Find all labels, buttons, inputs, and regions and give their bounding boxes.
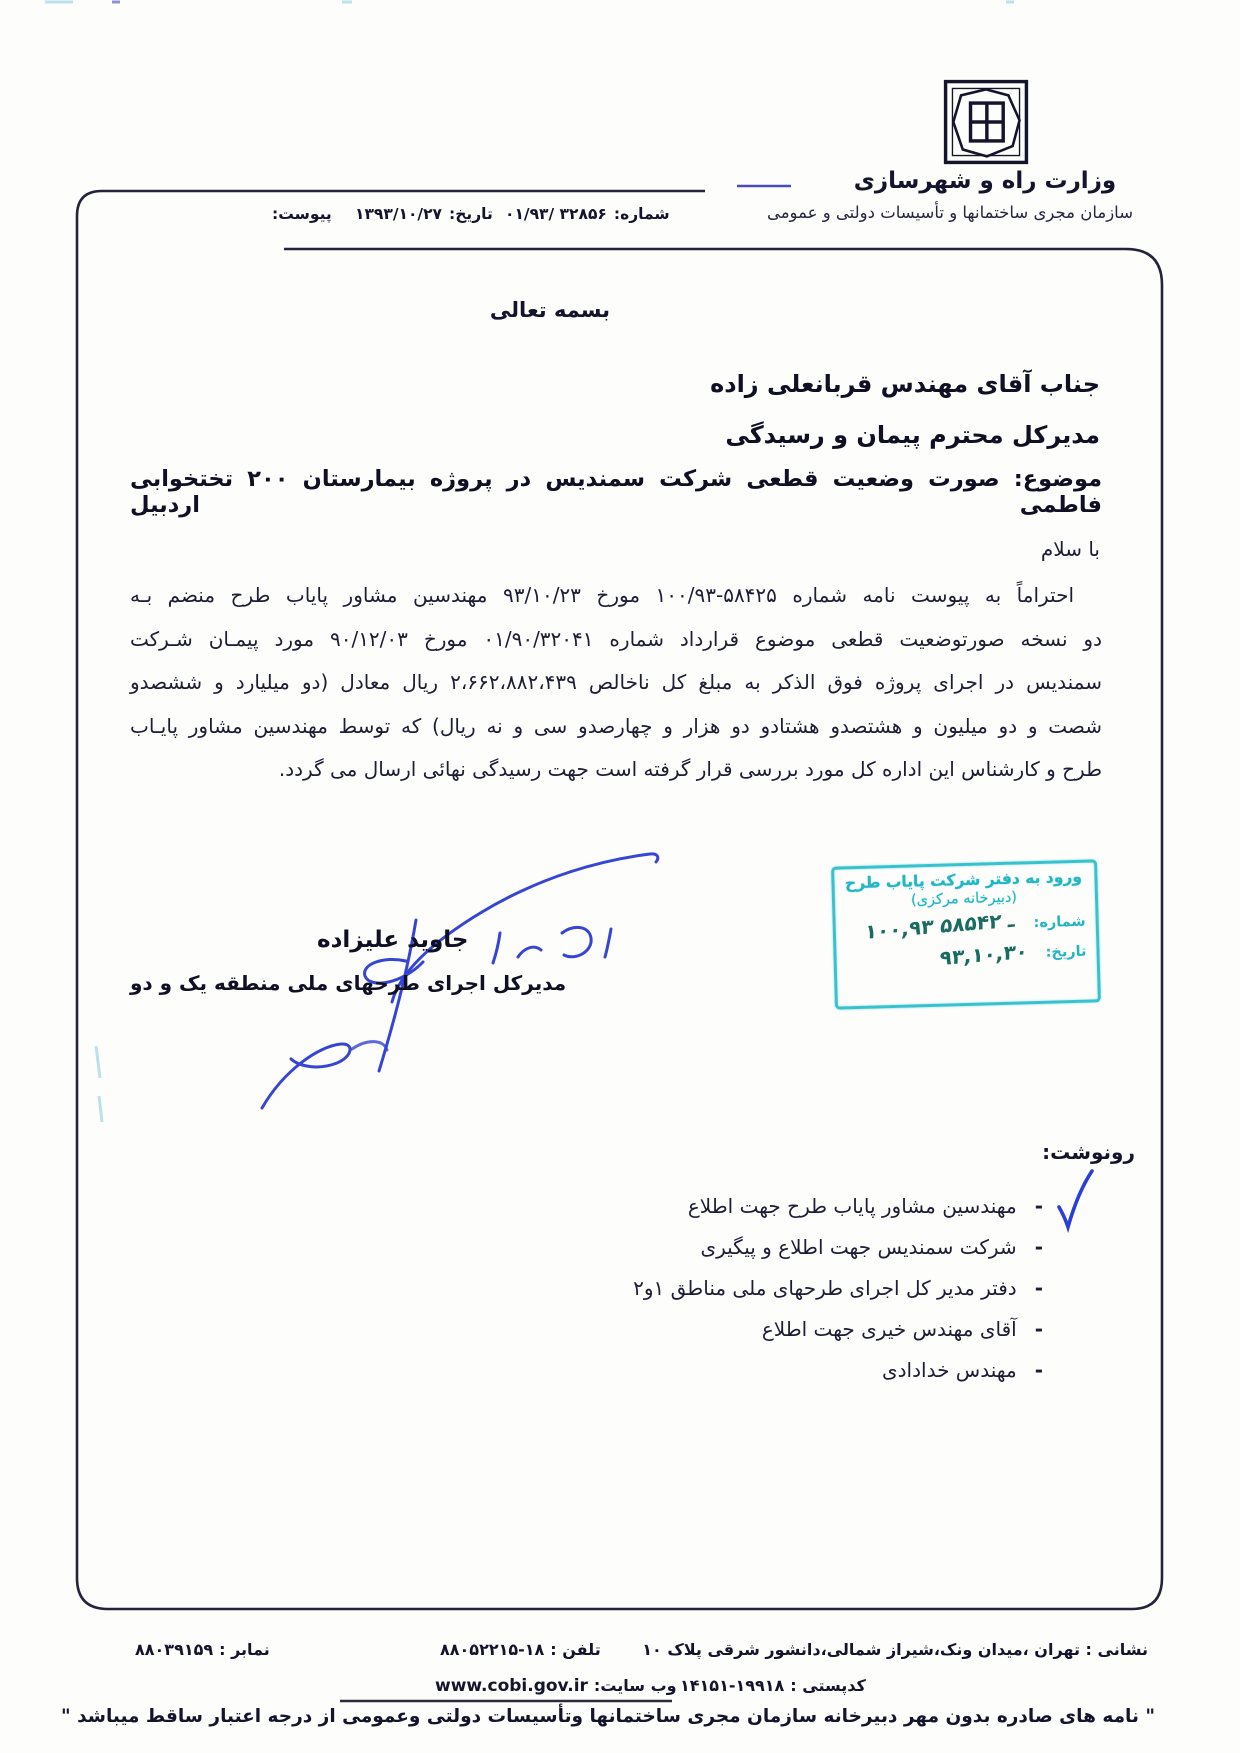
besmele: بسمه تعالی — [489, 298, 611, 322]
letter-date-label: تاریخ: — [449, 205, 493, 223]
stamp-title: ورود به دفتر شرکت پایاب طرح — [844, 867, 1083, 893]
ministry-emblem-logo — [943, 79, 1029, 165]
cc-item-text: آقای مهندس خیری جهت اطلاع — [761, 1316, 1017, 1341]
ministry-name: وزارت راه و شهرسازی — [853, 168, 1117, 194]
website-label: وب سایت: — [593, 1676, 677, 1695]
cc-dash: - — [1034, 1235, 1043, 1260]
fax-label: نمابر : — [219, 1640, 270, 1659]
cc-item — [483, 1268, 1043, 1309]
cc-item-text: مهندسین مشاور پایاب طرح جهت اطلاع — [687, 1194, 1017, 1219]
letter-number-value: ۰۱/۹۳/ ۳۲۸۵۶ — [505, 205, 607, 223]
letter-number-field — [505, 205, 670, 223]
postal-code-field — [680, 1676, 866, 1695]
cc-item — [483, 1186, 1043, 1227]
attachment-label: پیوست: — [272, 205, 332, 223]
stamp-subtitle: (دبیرخانه مرکزی) — [910, 889, 1018, 909]
paragraph-line: شصت و دو میلیون و هشتصدو هشتادو دو هزار و چهارصدو سی و نه ریال) که توسط مهندسین مشاور پایـاب — [130, 713, 1102, 738]
paragraph-line: طرح و کارشناس این اداره کل مورد بررسی قرار گرفته است جهت رسیدگی نهائی ارسال می گردد. — [278, 757, 1102, 781]
cc-item — [483, 1349, 1043, 1390]
stamp-date-value: ۹۳,۱۰,۳۰ — [938, 938, 1029, 971]
cc-dash: - — [1034, 1316, 1043, 1341]
phone-value: ۸۸۰۵۲۲۱۵-۱۸ — [440, 1640, 545, 1659]
paragraph-line: سمندیس در اجرای پروژه فوق الذکر به مبلغ کل ناخالص ‪۲،۶۶۲،۸۸۲،۴۳۹‬ ریال معادل (دو میلیارد و ششصدو — [130, 670, 1102, 694]
stamp-date-label: تاریخ: — [1045, 943, 1087, 961]
website-field — [435, 1676, 677, 1696]
address-text: نشانی : تهران ،میدان ونک،شیراز شمالی،دانشور شرقی پلاک ۱۰ — [642, 1640, 1148, 1659]
fax-value: ۸۸۰۳۹۱۵۹ — [135, 1640, 214, 1659]
cc-dash: - — [1034, 1275, 1043, 1300]
footer-disclaimer: " نامه های صادره بدون مهر دبیرخانه سازمان مجری ساختمانها وتأسیسات دولتی وعمومی از درجه اعتبار ساقط میباشد " — [61, 1706, 1155, 1727]
postal-code-label: کدپستی : — [790, 1676, 866, 1695]
postal-code-value: ۱۴۱۵۱-۱۹۹۱۸ — [680, 1676, 785, 1695]
phone-label: تلفن : — [550, 1640, 601, 1659]
attachment-field — [272, 205, 332, 223]
cc-item-text: مهندس خدادادی — [882, 1357, 1017, 1382]
cc-item-text: دفتر مدیر کل اجرای طرحهای ملی مناطق ۱و۲ — [633, 1275, 1017, 1300]
cc-heading: رونوشت: — [1042, 1140, 1135, 1164]
cc-item — [483, 1308, 1043, 1349]
phone-field — [440, 1640, 601, 1659]
stamp-number-value: ۱۰۰,۹۳ ـ ۵۸۵۴۲ — [864, 907, 1017, 944]
organization-name: سازمان مجری ساختمانها و تأسیسات دولتی و عمومی — [766, 203, 1134, 222]
subject-line: موضوع: صورت وضعیت قطعی شرکت سمندیس در پروژه بیمارستان ۲۰۰ تختخوابی فاطمی اردبیل — [130, 466, 1102, 518]
stamp-number-row — [843, 907, 1086, 944]
letter-date-value: ۱۳۹۳/۱۰/۲۷ — [355, 205, 443, 223]
checkmark-icon — [1059, 1171, 1092, 1227]
letter-number-label: شماره: — [613, 205, 670, 223]
paragraph-line: دو نسخه صورتوضعیت قطعی موضوع قرارداد شماره ‪۰۱/۹۰/۳۲۰۴۱‬ مورخ ‪۹۰/۱۲/۰۳‬ مورد پیمـان شـرکت — [130, 626, 1102, 651]
receipt-stamp — [831, 859, 1101, 1009]
cc-dash: - — [1034, 1357, 1043, 1382]
letter-date-field — [355, 205, 493, 223]
cc-dash: - — [1034, 1194, 1043, 1219]
fax-field — [135, 1640, 270, 1659]
website-url: www.cobi.gov.ir — [435, 1676, 588, 1696]
paragraph-line: احتراماً به پیوست نامه شماره ‪۱۰۰/۹۳-۵۸۴۲۵‬ مورخ ‪۹۳/۱۰/۲۳‬ مهندسین مشاور پایاب طرح منضم بـه — [130, 583, 1075, 607]
salutation: با سلام — [1040, 537, 1100, 561]
cc-item — [483, 1227, 1043, 1268]
signer-title: مدیرکل اجرای طرحهای ملی منطقه یک و دو — [130, 971, 567, 995]
address-field — [642, 1640, 1148, 1659]
recipient-line1: جناب آقای مهندس قربانعلی زاده — [710, 370, 1100, 398]
recipient-line2: مدیرکل محترم پیمان و رسیدگی — [725, 421, 1100, 449]
cc-list — [483, 1186, 1043, 1390]
stamp-date-row — [844, 940, 1087, 971]
body-paragraph — [130, 574, 1102, 792]
signer-name: جاوید علیزاده — [317, 927, 469, 953]
cc-item-text: شرکت سمندیس جهت اطلاع و پیگیری — [700, 1235, 1017, 1260]
stamp-number-label: شماره: — [1033, 913, 1086, 932]
